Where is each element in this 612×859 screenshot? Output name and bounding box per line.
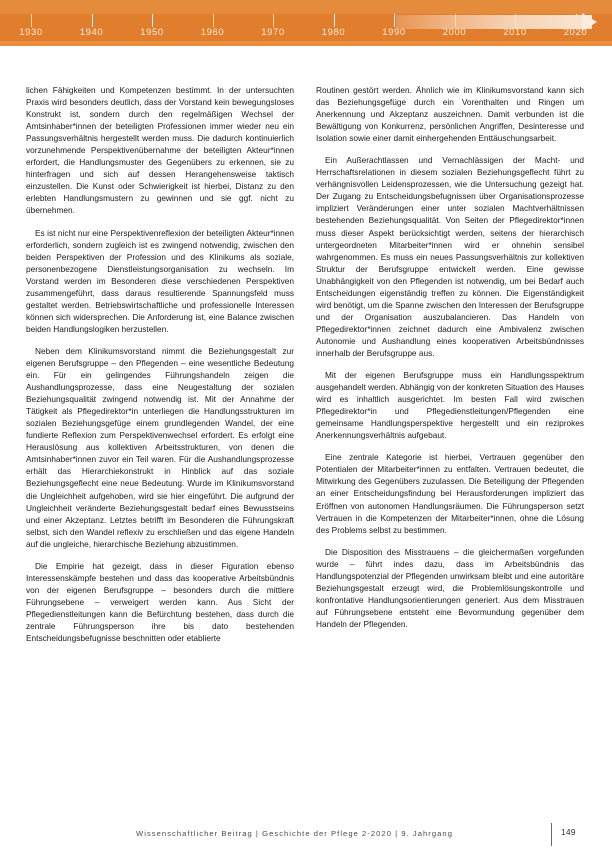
timeline-year-label: 2010 <box>503 27 527 38</box>
timeline-tick <box>31 14 32 27</box>
timeline-year-label: 2000 <box>442 27 467 38</box>
body-paragraph: Neben dem Klinikumsvorstand nimmt die Beziehungsgestalt zur eigenen Berufsgruppe – den Pflegenden – eine wesentliche Bedeutung ein. Für ein gelingendes Führungshandeln zeigen die Aushandlungsprozesse, dass eine Neugestaltung der sozialen Beziehungsqualität zwingend notwendig ist. Mit der Annahme der Tätigkeit als Pflegedirektor*in unterliegen die Handlungsstrukturen im sozialen Beziehungsgefüge einem grundlegenden Wandel, der eine fundierte Reflexion zum Perspektivenwechsel erfordert. Es erfolgt eine Herauslösung aus kollektiven Arbeitsstrukturen, von denen die Amtsinhaber*innen zuvor ein Teil waren. Für die Aushandlungsprozesse erhält das Hierarchiekonstrukt in Hinblick auf das soziale Beziehungsgeflecht eine neue Bedeutung. Wurde im Klinikumsvorstand die Ungleichheit aufgehoben, wird sie hier eingeführt. Die aufgrund der Ungleichheit veränderte Beziehungsgestalt bedarf eines Bewusstseins und einer Akzeptanz. Letztes betrifft im Besonderen die Führungskraft selbst, sich den Wandel reflexiv zu erschließen und das eigene Handeln auf die ungleiche, hierarchische Beziehung abzustimmen. <box>26 345 294 549</box>
timeline-year-label: 1980 <box>321 27 346 38</box>
timeline-year-label: 1960 <box>200 27 225 38</box>
timeline-tick <box>394 14 395 27</box>
text-column-left <box>26 84 294 806</box>
timeline-tick <box>273 14 274 27</box>
page-footer <box>0 819 612 859</box>
timeline-top-band <box>0 0 612 14</box>
timeline-year-label: 1950 <box>140 27 164 38</box>
body-paragraph: Mit der eigenen Berufsgruppe muss ein Handlungsspektrum ausgehandelt werden. Abhängig von der konkreten Situation des Hauses wird es inhaltlich ausgerichtet. Im besten Fall wird zwischen Pflegedirektor*in und Pflegedienstleitungen/Pflegenden eine gemeinsame Handlungsperspektive hergestellt und ein reziprokes Anerkennungsverhältnis aufgebaut. <box>316 370 584 441</box>
footer-citation: Wissenschaftlicher Beitrag | Geschichte der Pflege 2-2020 | 9. Jahrgang <box>136 829 453 838</box>
footer-divider <box>551 823 552 846</box>
text-column-right <box>316 84 584 806</box>
timeline-tick <box>334 14 335 27</box>
timeline-tick <box>576 14 577 27</box>
body-paragraph: Die Empirie hat gezeigt, dass in dieser Figuration ebenso Interessenskämpfe bestehen und dass das kooperative Arbeitsbündnis von der eigenen Berufsgruppe – besonders durch die mittlere Führungsebene – verweigert werden kann. Aus Sicht der Pflegedienstleitungen kann die Befürchtung bestehen, dass durch die zentrale Führungsperson ihre bis dato bestehenden Entscheidungsbefugnisse beschnitten oder etablierte <box>26 560 294 644</box>
body-paragraph: lichen Fähigkeiten und Kompetenzen bestimmt. In der untersuchten Praxis wird besonders deutlich, dass der Vorstand kein bewegungsloses Konstrukt ist, sondern durch den regelmäßigen Wechsel der Amtsinhaber*innen der beteiligten Professionen immer wieder neu ein Passungsverhältnis hergestellt werden muss. Die dadurch kontinuierlich vorzunehmende Perspektivenübernahme der beteiligten Akteur*innen erfordert, die Handlungsmuster des Gegenübers zu erkennen, sie zu hinterfragen und sich auf dessen Herangehensweise taktisch einzustellen. Die Kunst oder Schwierigkeit ist hierbei, Distanz zu den erlebten Handlungsmustern zu gewinnen und sie ggf. nicht zu übernehmen. <box>26 85 294 216</box>
timeline-tick <box>92 14 93 27</box>
timeline-year-label: 1970 <box>261 27 285 38</box>
timeline-tick <box>213 14 214 27</box>
timeline-highlight-arrow <box>396 15 592 29</box>
timeline-tick <box>515 14 516 27</box>
timeline-year-label: 1940 <box>79 27 104 38</box>
body-paragraph: Eine zentrale Kategorie ist hierbei, Vertrauen gegenüber den Potentialen der Mitarbeiter*innen zu entfalten. Vertrauen bedeutet, die Mitwirkung des Gegenübers zuzulassen. Die Beteiligung der Pflegenden an einer Entscheidungsfindung bei Herausforderungen impliziert das Eröffnen von autonomen Handlungsräumen. Die Führungsperson setzt Vertrauen in die Kompetenzen der Mitarbeiter*innen, ohne die Lösung des Problems selbst zu bestimmen. <box>316 452 584 535</box>
timeline-tick <box>455 14 456 27</box>
timeline-year-label: 1990 <box>382 27 406 38</box>
footer-rule <box>136 823 576 824</box>
timeline-tick <box>152 14 153 27</box>
body-paragraph: Routinen gestört werden. Ähnlich wie im Klinikumsvorstand kann sich das Beziehungsgefüge durch ein Vorenthalten und Ringen um Anerkennung und Akzeptanz auszeichnen. Damit verbunden ist die Bewältigung von Konkurrenz, persönlichen Angriffen, Desinteresse und Isolation sowie einer damit einhergehenden Enttäuschungsarbeit. <box>316 85 584 144</box>
timeline-year-label: 2020 <box>563 27 588 38</box>
page-number: 149 <box>561 828 576 837</box>
article-body <box>0 46 612 806</box>
body-paragraph: Es ist nicht nur eine Perspektivenreflexion der beteiligten Akteur*innen erforderlich, sondern zugleich ist es zwingend notwendig, zwischen den beiden Perspektiven der Profession und des Klinikums als soziale, personenbezogene Dienstleistungsorganisation zu wechseln. Im Vorstand werden im Besonderen diese verschiedenen Perspektiven zusammengeführt, dass daraus resultierende Spannungsfeld muss gestaltet werden. Betriebswirtschaftliche und professionelle Interessen können sich widersprechen. Die Anforderung ist, eine Balance zwischen beiden Handlungslogiken herzustellen. <box>26 227 294 334</box>
body-paragraph: Die Disposition des Misstrauens – die gleichermaßen vorgefunden wurde – führt indes dazu, dass im Arbeitsbündnis das Handlungspotenzial der Pflegenden unwirksam bleibt und eine autoritäre Beziehungsgestalt erzeugt wird, die Problemlösungskontrolle und konfrontative Handlungsorientierungen generiert. Aus dem Misstrauen auf Führungsebene entsteht eine Bevormundung gegenüber dem Handeln der Pflegenden. <box>316 546 584 629</box>
timeline-year-label: 1930 <box>19 27 43 38</box>
body-paragraph: Ein Außerachtlassen und Vernachlässigen der Macht- und Herrschaftsrelationen in diesem sozialen Beziehungsgeflecht führt zu verhängnisvollen Leidensprozessen, wie die Untersuchung gezeigt hat. Der Zugang zu Entscheidungsbefugnissen über Organisationsprozesse impliziert Veränderungen einer unter sozialen Machtverhältnissen bestehenden Beziehungsqualität. Von Seiten der Pflegedirektor*innen muss dieser Aspekt berücksichtigt werden, seitens der hierarchisch untergeordneten Mitarbeiter*innen wird er ohnehin sensibel wahrgenommen. Es muss ein neues Passungsverhältnis zur kollektiven Struktur der Berufsgruppe entwickelt werden. Eine gewisse Unabhängigkeit von den Pflegenden ist notwendig, um bei Bedarf auch Entscheidungen eigenständig treffen zu können. Die Eigenständigkeit wird benötigt, um die Spanne zwischen den Interessen der Berufsgruppe und der Organisation auszubalancieren. Das Handeln von Pflegedirektor*innen zeichnet dadurch eine Ambivalenz zwischen Autonomie und Aushandlung eines kooperativen Arbeitsbündnisses innerhalb der Berufsgruppe aus. <box>316 155 584 358</box>
decade-timeline-header <box>0 0 612 46</box>
